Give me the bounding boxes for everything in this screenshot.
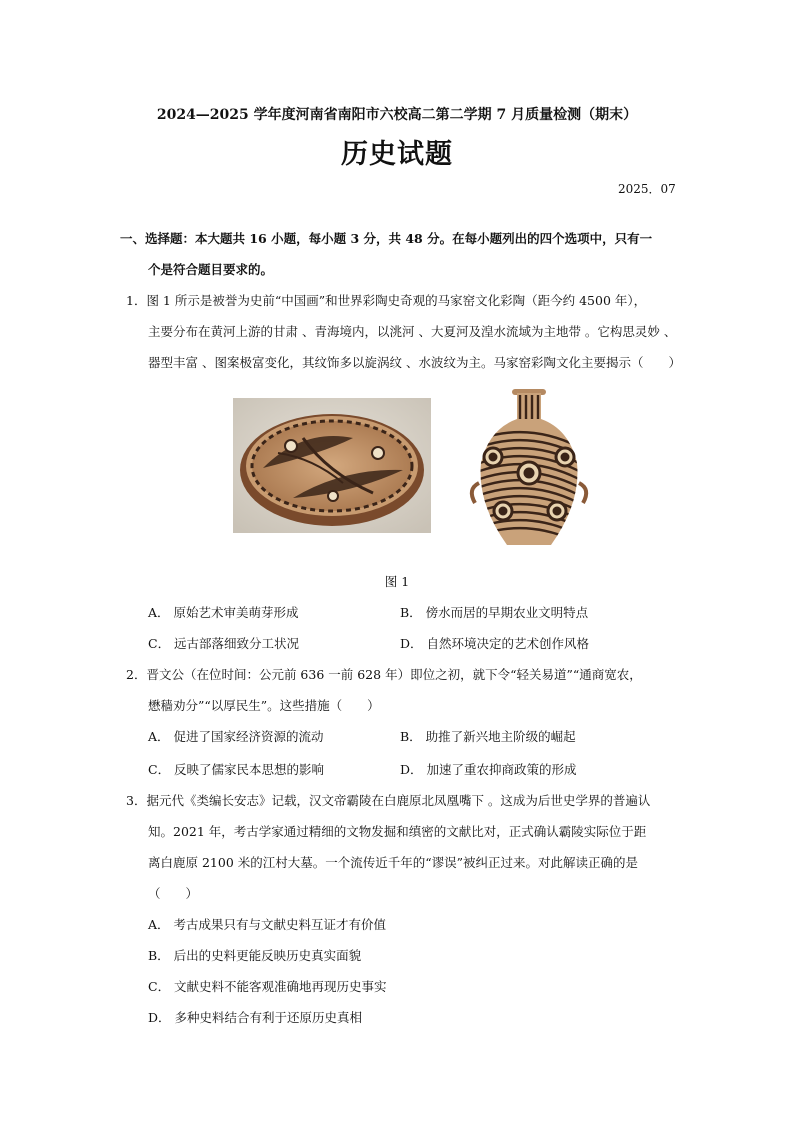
q2-line1: 2．晋文公（在位时间：公元前 636 一前 628 年）即位之初，就下令“轻关易道”“通商宽农， [126,667,642,682]
q2-line2: 懋穑劝分”“以厚民生”。这些措施（ ） [148,698,380,713]
q1-option-b: B． 傍水而居的早期农业文明特点 [400,605,589,620]
section-heading-line1: 一、选择题：本大题共 16 小题，每小题 3 分，共 48 分。在每小题列出的四个选项中，只有一 [120,231,653,246]
q3-option-a: A． 考古成果只有与文献史料互证才有价值 [148,917,387,932]
exam-title: 2024—2025 学年度河南省南阳市六校高二第二学期 7 月质量检测（期末） [156,107,638,123]
figure-caption: 图 1 [384,574,410,589]
q3-option-c: C． 文献史料不能客观准确地再现历史事实 [148,979,387,994]
q3-line4: （ ） [148,886,199,901]
section-heading-line2: 个是符合题目要求的。 [148,262,274,277]
q1-option-d: D． 自然环境决定的艺术创作风格 [400,636,589,651]
q3-line3: 离白鹿原 2100 米的江村大墓。一个流传近千年的“谬误”被纠正过来。对此解读正确的是 [148,855,639,870]
q2-option-a: A． 促进了国家经济资源的流动 [148,729,324,744]
pottery-basin-image [233,398,431,533]
exam-date: 2025．07 [618,182,676,196]
q3-option-d: D． 多种史料结合有利于还原历史真相 [148,1010,362,1025]
q3-line1: 3．据元代《类编长安志》记载，汉文帝霸陵在白鹿原北凤凰嘴下 。这成为后世史学界的普遍认 [126,793,651,808]
q3-option-b: B． 后出的史料更能反映历史真实面貌 [148,948,362,963]
q2-option-c: C． 反映了儒家民本思想的影响 [148,762,325,777]
q1-option-c: C． 远古部落细致分工状况 [148,636,300,651]
q1-line1: 1．图 1 所示是被誉为史前“中国画”和世界彩陶史奇观的马家窑文化彩陶（距今约 4500 年）， [126,293,647,308]
q2-option-b: B． 助推了新兴地主阶级的崛起 [400,729,576,744]
q1-line2: 主要分布在黄河上游的甘肃 、青海境内，以洮河 、大夏河及湟水流域为主地带 。它构思灵妙 、 [148,324,677,339]
subject-title: 历史试题 [341,139,453,170]
q2-option-d: D． 加速了重农抑商政策的形成 [400,762,577,777]
q1-line3: 器型丰富 、图案极富变化，其纹饰多以旋涡纹 、水波纹为主。马家窑彩陶文化主要揭示（ ） [148,355,681,370]
q3-line2: 知。2021 年，考古学家通过精细的文物发掘和缜密的文献比对，正式确认霸陵实际位于距 [148,824,647,839]
q1-option-a: A． 原始艺术审美萌芽形成 [148,605,299,620]
pottery-jar-image [465,385,593,557]
